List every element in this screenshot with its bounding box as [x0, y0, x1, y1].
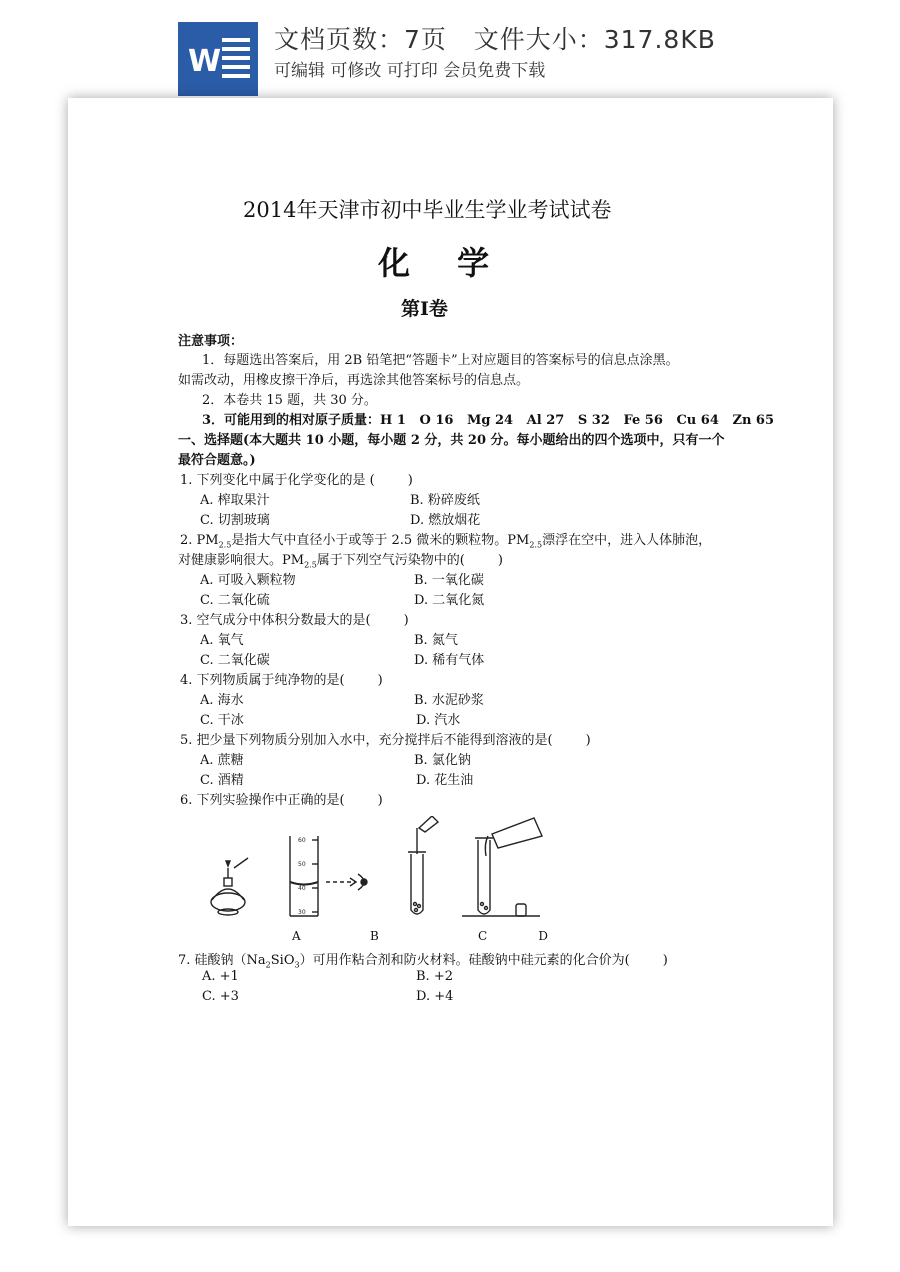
question-4: 4. 下列物质属于纯净物的是( ) [180, 673, 383, 688]
q7-option-c: C. +3 [202, 989, 239, 1004]
q5-option-d: D. 花生油 [416, 773, 474, 788]
q1-option-d: D. 燃放烟花 [410, 513, 481, 528]
notice-heading: 注意事项： [178, 334, 244, 349]
q2-option-a: A. 可吸入颗粒物 [200, 573, 296, 588]
section-heading-line1: 一、选择题(本大题共 10 小题，每小题 2 分，共 20 分。每小题给出的四个选项中，只有一个 [178, 433, 725, 448]
exam-subject: 化 学 [378, 244, 508, 282]
alcohol-lamp-drawing [211, 858, 248, 915]
exam-title: 2014年天津市初中毕业生学业考试试卷 [243, 198, 612, 222]
graduated-cylinder-drawing [290, 836, 367, 916]
figure-label-b: B [370, 929, 379, 943]
notice-2: 2．本卷共 15 题，共 30 分。 [202, 393, 377, 408]
figure-label-d: D [538, 929, 548, 943]
question-5: 5. 把少量下列物质分别加入水中，充分搅拌后不能得到溶液的是( ) [180, 733, 591, 748]
download-banner [0, 0, 900, 100]
tick-label-30: 30 [298, 909, 306, 916]
pouring-liquid-drawing [462, 818, 542, 916]
test-tube-dropper-drawing [408, 816, 438, 914]
question-2-line2: 对健康影响很大。$PM_{2.5}$属于下列空气污染物中的( ) [178, 553, 503, 570]
q2-option-c: C. 二氧化硫 [200, 593, 270, 608]
q3-option-c: C. 二氧化碳 [200, 653, 270, 668]
document-page [68, 98, 833, 1226]
word-icon-letter: W [188, 44, 222, 79]
q3-option-a: A. 氧气 [200, 633, 244, 648]
q2-option-b: B. 一氧化碳 [414, 573, 484, 588]
q7-option-d: D. +4 [416, 989, 454, 1004]
tick-label-50: 50 [298, 861, 306, 868]
notice-1b: 如需改动，用橡皮擦干净后，再选涂其他答案标号的信息点。 [178, 373, 530, 388]
file-actions: 可编辑 可修改 可打印 会员免费下载 [274, 61, 546, 81]
q4-option-d: D. 汽水 [416, 713, 461, 728]
q7-option-a: A. +1 [202, 969, 239, 984]
question-2-line1: 2. $PM_{2.5}$是指大气中直径小于或等于 2.5 微米的颗粒物。$PM_{2.5}$漂浮在空中，进入人体肺泡， [180, 533, 712, 550]
tick-label-60: 60 [298, 837, 306, 844]
question-7: 7. 硅酸钠$(Na_2SiO_3)$可用作粘合剂和防火材料。硅酸钠中硅元素的化合价为( ) [178, 953, 668, 970]
question-6: 6. 下列实验操作中正确的是( ) [180, 793, 383, 808]
lab-operations-figure [198, 816, 558, 944]
section-heading-line2: 最符合题意。) [178, 453, 256, 468]
q4-option-c: C. 干冰 [200, 713, 244, 728]
notice-3: 3．可能用到的相对原子质量：H 1 O 16 Mg 24 Al 27 S 32 Fe 56 Cu 64 Zn 65 [202, 413, 775, 428]
figure-label-c: C [478, 929, 488, 943]
q1-option-a: A. 榨取果汁 [200, 493, 270, 508]
q3-option-b: B. 氮气 [414, 633, 458, 648]
tick-label-40: 40 [298, 885, 306, 892]
q4-option-a: A. 海水 [200, 693, 244, 708]
q2-option-d: D. 二氧化氮 [414, 593, 485, 608]
word-document-icon [178, 22, 258, 96]
file-info: 文档页数：7页 文件大小：317.8KB [274, 25, 716, 54]
question-1: 1. 下列变化中属于化学变化的是 ( ) [180, 473, 413, 488]
question-3: 3. 空气成分中体积分数最大的是( ) [180, 613, 409, 628]
volume-heading: 第Ⅰ卷 [401, 298, 448, 320]
q5-option-b: B. 氯化钠 [414, 753, 471, 768]
q3-option-d: D. 稀有气体 [414, 653, 485, 668]
q5-option-c: C. 酒精 [200, 773, 244, 788]
q7-option-b: B. +2 [416, 969, 453, 984]
q1-option-b: B. 粉碎废纸 [410, 493, 480, 508]
q4-option-b: B. 水泥砂浆 [414, 693, 484, 708]
q5-option-a: A. 蔗糖 [200, 753, 244, 768]
figure-label-a: A [292, 929, 301, 943]
q1-option-c: C. 切割玻璃 [200, 513, 270, 528]
notice-1a: 1．每题选出答案后，用 2B 铅笔把“答题卡”上对应题目的答案标号的信息点涂黑。 [202, 353, 679, 368]
